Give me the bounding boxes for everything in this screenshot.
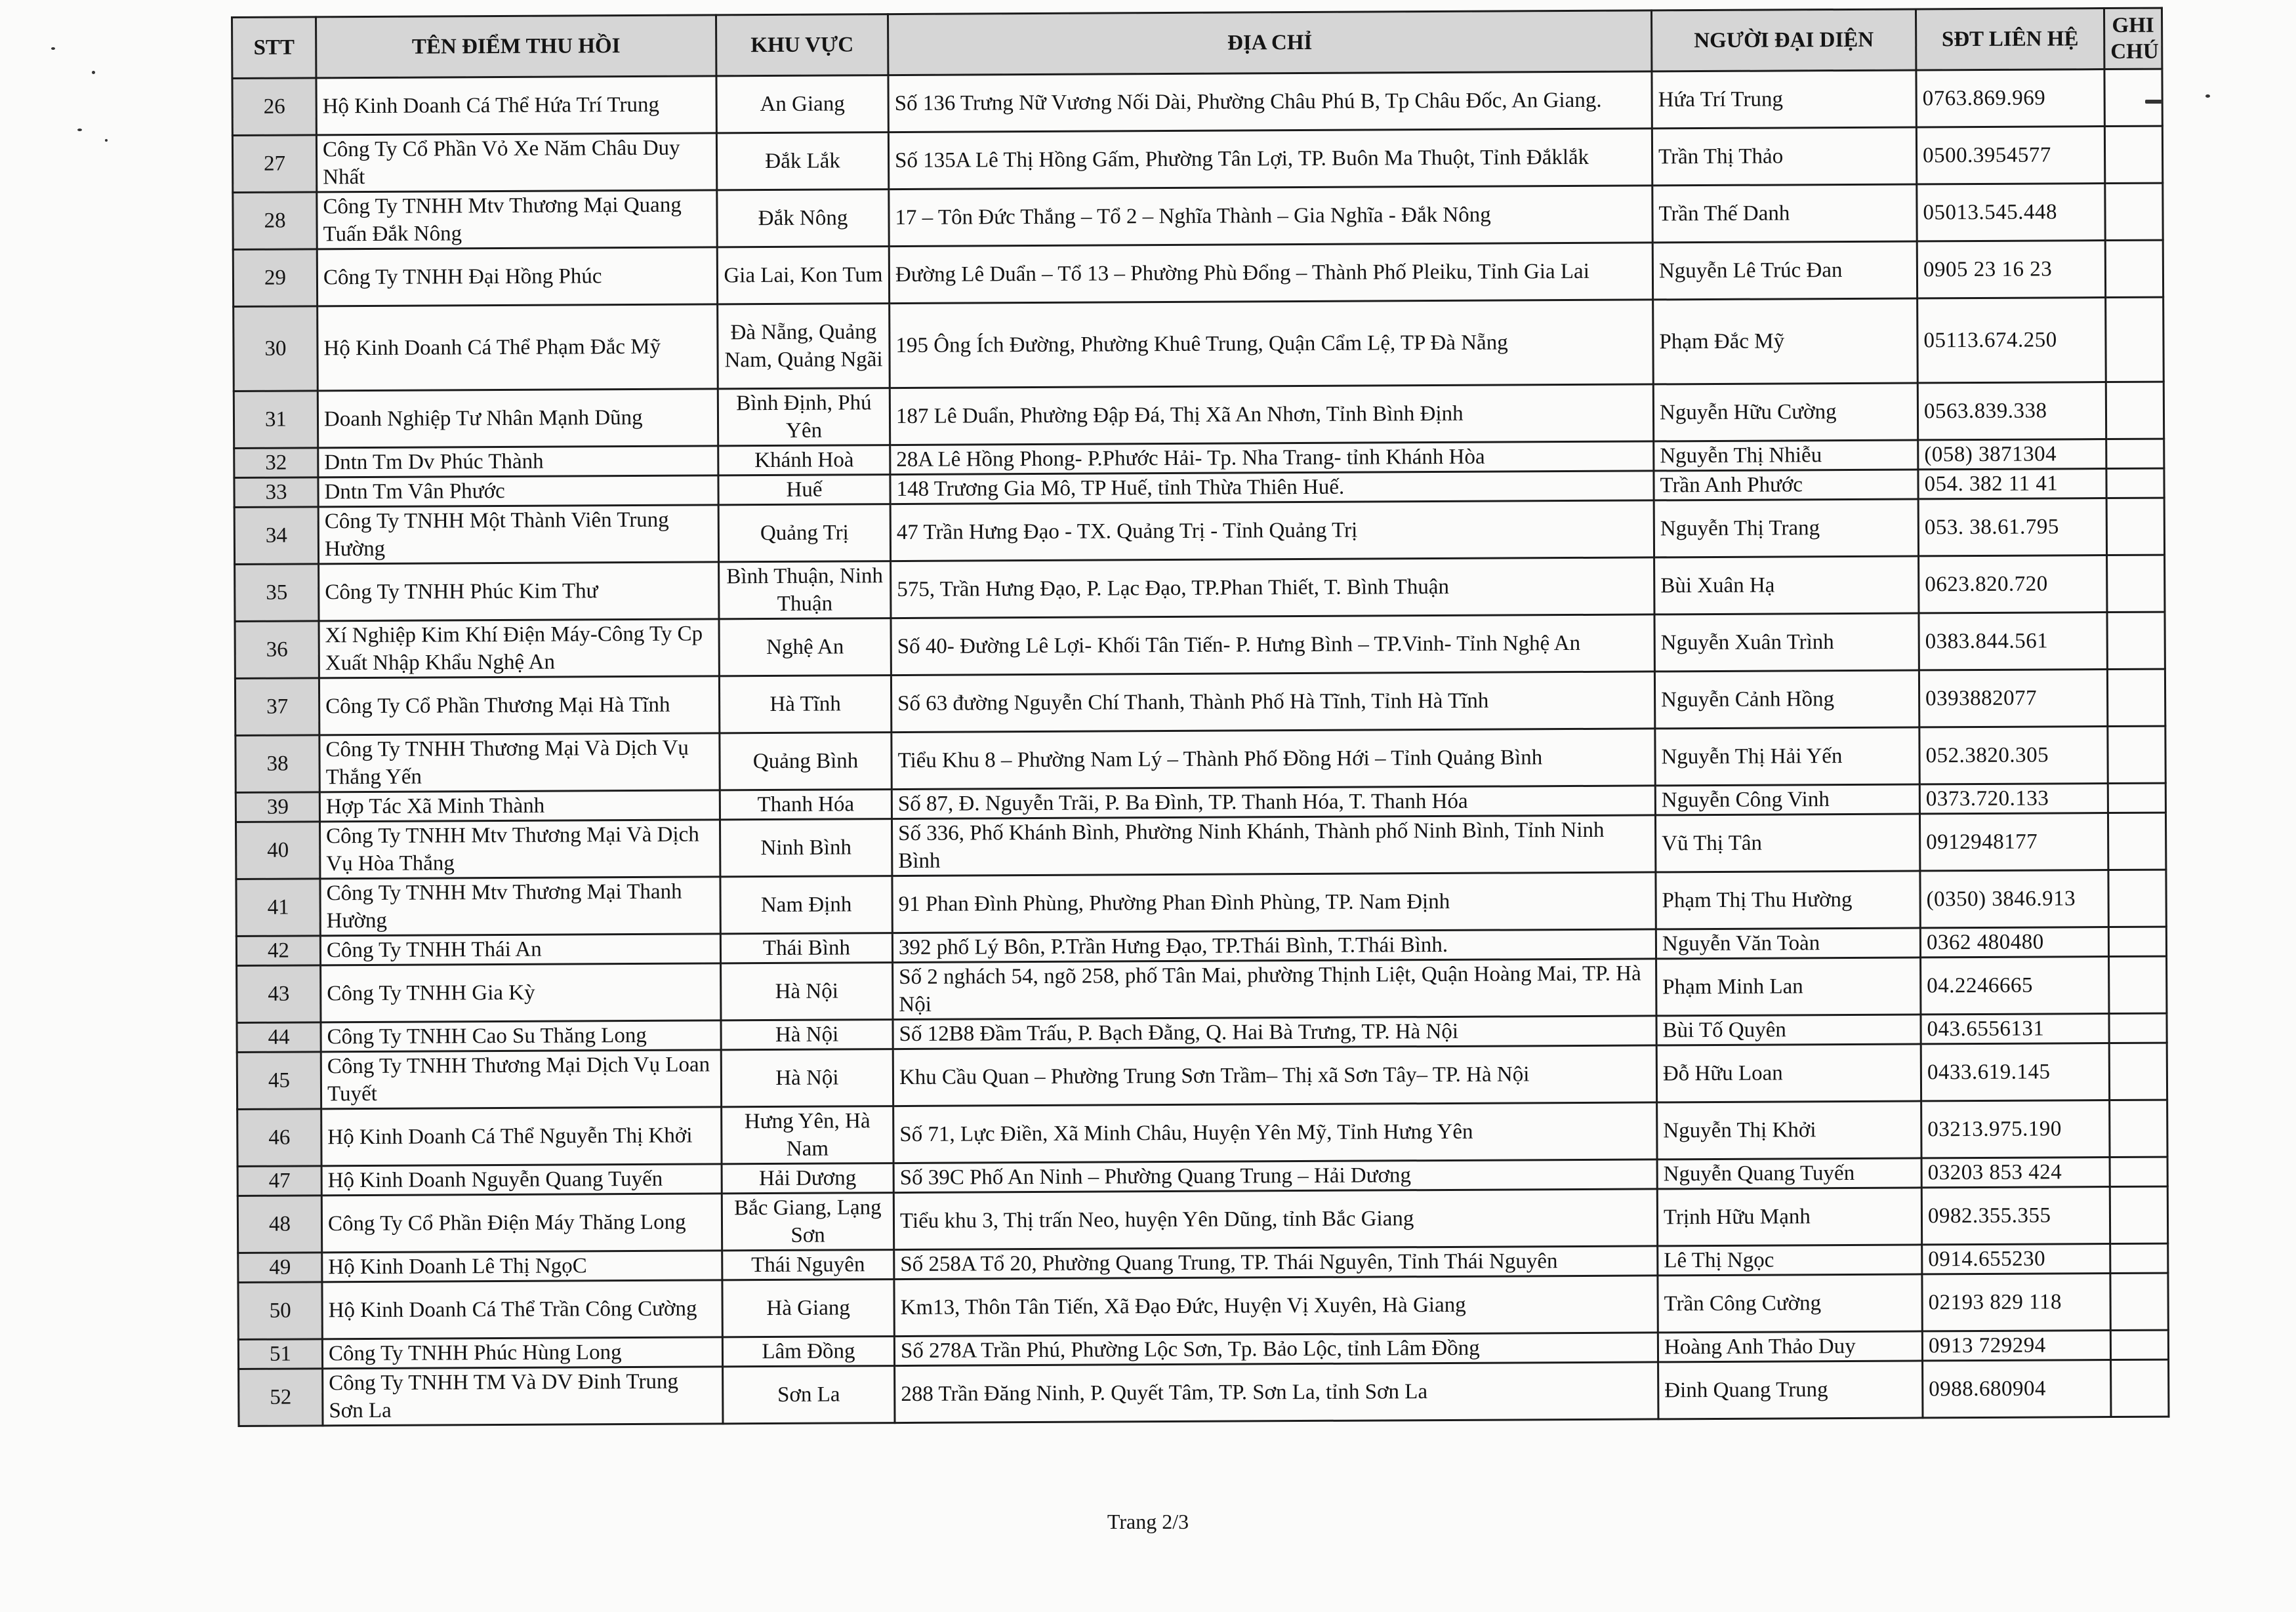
cell-name: Doanh Nghiệp Tư Nhân Mạnh Dũng bbox=[318, 389, 718, 448]
cell-representative: Nguyễn Văn Toàn bbox=[1656, 928, 1920, 959]
cell-note bbox=[2109, 1043, 2167, 1100]
table-header-row bbox=[232, 8, 2162, 78]
cell-note bbox=[2106, 297, 2164, 382]
cell-note bbox=[2110, 1100, 2167, 1157]
cell-name: Xí Nghiệp Kim Khí Điện Máy-Công Ty Cp Xuất Nhập Khẩu Nghệ An bbox=[319, 619, 719, 678]
cell-note bbox=[2108, 870, 2166, 927]
cell-address: 187 Lê Duẩn, Phường Đập Đá, Thị Xã An Nhơn, Tỉnh Bình Định bbox=[890, 384, 1653, 445]
cell-representative: Phạm Minh Lan bbox=[1656, 957, 1921, 1016]
table-row bbox=[232, 69, 2162, 135]
cell-name: Công Ty TNHH Thái An bbox=[320, 934, 720, 965]
cell-note bbox=[2110, 1157, 2167, 1186]
cell-name: Công Ty TNHH Thương Mại Và Dịch Vụ Thắng Yến bbox=[319, 733, 720, 792]
table-row bbox=[235, 669, 2165, 735]
cell-region: Thanh Hóa bbox=[720, 790, 892, 820]
header-address: ĐỊA CHỈ bbox=[888, 10, 1651, 75]
cell-representative: Nguyễn Xuân Trình bbox=[1654, 613, 1919, 672]
table-row bbox=[239, 1360, 2169, 1426]
cell-address: Số 135A Lê Thị Hồng Gấm, Phường Tân Lợi, TP. Buôn Ma Thuột, Tỉnh Đắklắk bbox=[888, 129, 1652, 190]
cell-name: Công Ty Cổ Phần Vỏ Xe Năm Châu Duy Nhất bbox=[316, 133, 716, 192]
cell-region: Gia Lai, Kon Tum bbox=[717, 247, 889, 304]
table-row bbox=[236, 870, 2166, 936]
cell-representative: Hoàng Anh Thảo Duy bbox=[1658, 1331, 1922, 1362]
header-phone: SĐT LIÊN HỆ bbox=[1916, 9, 2104, 70]
cell-address: Số 39C Phố An Ninh – Phường Quang Trung – Hải Dương bbox=[893, 1159, 1657, 1193]
cell-phone: 0763.869.969 bbox=[1916, 70, 2104, 127]
cell-note bbox=[2105, 183, 2163, 240]
cell-address: 392 phố Lý Bôn, P.Trần Hưng Đạo, TP.Thái Bình, T.Thái Bình. bbox=[892, 929, 1656, 963]
table-row bbox=[234, 382, 2163, 448]
cell-address: Số 136 Trưng Nữ Vương Nối Dài, Phường Châu Phú B, Tp Châu Đốc, An Giang. bbox=[888, 71, 1652, 132]
cell-phone: 052.3820.305 bbox=[1919, 727, 2108, 784]
cell-address: Số 278A Trần Phú, Phường Lộc Sơn, Tp. Bảo Lộc, tỉnh Lâm Đồng bbox=[894, 1333, 1658, 1366]
cell-stt: 44 bbox=[237, 1022, 321, 1053]
cell-stt: 26 bbox=[232, 78, 316, 136]
cell-region: Nam Định bbox=[720, 876, 892, 934]
cell-region: Hưng Yên, Hà Nam bbox=[722, 1106, 893, 1164]
cell-note bbox=[2110, 1330, 2168, 1360]
cell-name: Công Ty TNHH Mtv Thương Mại Và Dịch Vụ Hòa Thắng bbox=[320, 820, 720, 879]
cell-stt: 52 bbox=[239, 1369, 323, 1426]
cell-representative: Phạm Đắc Mỹ bbox=[1653, 298, 1918, 384]
cell-representative: Hứa Trí Trung bbox=[1652, 70, 1916, 129]
table-row bbox=[235, 555, 2165, 621]
cell-note bbox=[2108, 783, 2165, 813]
cell-region: Quảng Trị bbox=[718, 504, 890, 562]
cell-representative: Bùi Tố Quyên bbox=[1656, 1015, 1921, 1045]
header-representative: NGƯỜI ĐẠI DIỆN bbox=[1651, 9, 1916, 71]
cell-phone: 0393882077 bbox=[1919, 670, 2107, 727]
cell-representative: Nguyễn Quang Tuyến bbox=[1657, 1158, 1921, 1189]
cell-address: Km13, Thôn Tân Tiến, Xã Đạo Đức, Huyện Vị Xuyên, Hà Giang bbox=[894, 1276, 1658, 1337]
cell-representative: Nguyễn Thị Trang bbox=[1654, 499, 1918, 557]
cell-region: Hà Tĩnh bbox=[719, 675, 891, 733]
cell-address: 17 – Tôn Đức Thắng – Tổ 2 – Nghĩa Thành – Gia Nghĩa - Đắk Nông bbox=[889, 186, 1652, 247]
cell-representative: Trần Anh Phước bbox=[1654, 470, 1918, 500]
cell-stt: 33 bbox=[234, 477, 318, 508]
cell-note bbox=[2109, 956, 2167, 1013]
cell-phone: 0563.839.338 bbox=[1917, 382, 2106, 440]
cell-stt: 51 bbox=[238, 1339, 322, 1369]
cell-representative: Bùi Xuân Hạ bbox=[1654, 556, 1919, 615]
cell-phone: 0362 480480 bbox=[1920, 927, 2108, 957]
header-name: TÊN ĐIỂM THU HỒI bbox=[316, 15, 716, 78]
cell-name: Công Ty Cổ Phần Thương Mại Hà Tĩnh bbox=[319, 676, 719, 735]
cell-note bbox=[2111, 1360, 2169, 1417]
table-row bbox=[235, 612, 2165, 678]
cell-stt: 49 bbox=[238, 1253, 322, 1283]
table-row bbox=[237, 1100, 2167, 1166]
cell-representative: Đinh Quang Trung bbox=[1658, 1361, 1923, 1419]
cell-note bbox=[2110, 1243, 2168, 1273]
cell-name: Công Ty TNHH Phúc Kim Thư bbox=[319, 562, 719, 621]
cell-region: Ninh Bình bbox=[720, 819, 892, 877]
cell-note bbox=[2108, 927, 2166, 956]
cell-region: Bình Thuận, Ninh Thuận bbox=[719, 561, 891, 619]
page-number: Trang 2/3 bbox=[1107, 1510, 1189, 1533]
cell-phone: 054. 382 11 41 bbox=[1918, 469, 2106, 499]
cell-stt: 38 bbox=[236, 735, 319, 793]
cell-phone: 03203 853 424 bbox=[1921, 1158, 2110, 1188]
cell-phone: 0433.619.145 bbox=[1921, 1043, 2109, 1101]
cell-phone: 0913 729294 bbox=[1922, 1331, 2110, 1361]
cell-address: 148 Trương Gia Mô, TP Huế, tỉnh Thừa Thiên Huế. bbox=[890, 471, 1654, 504]
cell-phone: 053. 38.61.795 bbox=[1918, 498, 2106, 556]
scan-speck bbox=[92, 71, 95, 74]
cell-stt: 31 bbox=[234, 391, 318, 449]
cell-note bbox=[2107, 612, 2165, 669]
cell-region: Sơn La bbox=[723, 1366, 895, 1424]
cell-phone: 043.6556131 bbox=[1921, 1014, 2109, 1044]
collection-points-table bbox=[231, 7, 2169, 1427]
scan-speck bbox=[2205, 94, 2210, 98]
cell-representative: Nguyễn Hữu Cường bbox=[1653, 383, 1917, 441]
cell-stt: 42 bbox=[236, 936, 320, 966]
cell-region: Hà Nội bbox=[721, 1020, 893, 1050]
cell-representative: Nguyễn Cảnh Hồng bbox=[1654, 670, 1919, 729]
cell-phone: (058) 3871304 bbox=[1918, 439, 2106, 470]
cell-note bbox=[2106, 498, 2164, 555]
cell-stt: 43 bbox=[237, 965, 321, 1023]
cell-region: Hà Giang bbox=[722, 1280, 894, 1337]
cell-phone: 04.2246665 bbox=[1921, 957, 2109, 1015]
cell-name: Hợp Tác Xã Minh Thành bbox=[319, 790, 720, 822]
cell-stt: 48 bbox=[237, 1196, 321, 1253]
cell-note bbox=[2110, 1273, 2168, 1330]
cell-name: Hộ Kinh Doanh Lê Thị NgọC bbox=[322, 1251, 722, 1282]
table-row bbox=[234, 498, 2164, 564]
cell-note bbox=[2108, 726, 2165, 783]
cell-name: Hộ Kinh Doanh Cá Thể Trần Công Cường bbox=[322, 1280, 722, 1339]
cell-region: Hải Dương bbox=[722, 1163, 893, 1194]
cell-phone: 0988.680904 bbox=[1923, 1360, 2111, 1418]
scan-speck bbox=[2145, 100, 2162, 104]
cell-phone: 0914.655230 bbox=[1922, 1244, 2110, 1274]
cell-region: Huế bbox=[718, 475, 890, 505]
cell-region: Quảng Bình bbox=[720, 733, 892, 790]
cell-name: Hộ Kinh Doanh Nguyễn Quang Tuyến bbox=[321, 1164, 722, 1196]
cell-phone: 0905 23 16 23 bbox=[1917, 241, 2105, 298]
cell-phone: 0373.720.133 bbox=[1919, 784, 2108, 814]
cell-stt: 50 bbox=[238, 1282, 322, 1340]
cell-stt: 27 bbox=[232, 135, 316, 193]
cell-stt: 29 bbox=[233, 249, 317, 307]
cell-phone: 02193 829 118 bbox=[1922, 1274, 2110, 1331]
cell-region: Bắc Giang, Lạng Sơn bbox=[722, 1193, 893, 1251]
cell-phone: 0383.844.561 bbox=[1919, 613, 2107, 670]
cell-address: Số 71, Lực Điền, Xã Minh Châu, Huyện Yên Mỹ, Tỉnh Hưng Yên bbox=[893, 1102, 1657, 1163]
cell-name: Hộ Kinh Doanh Cá Thể Phạm Đắc Mỹ bbox=[318, 304, 718, 391]
cell-phone: 05013.545.448 bbox=[1917, 184, 2105, 241]
cell-representative: Lê Thị Ngọc bbox=[1658, 1245, 1922, 1276]
cell-note bbox=[2106, 382, 2163, 439]
cell-note bbox=[2110, 1186, 2167, 1243]
cell-address: Đường Lê Duẩn – Tổ 13 – Phường Phù Đổng – Thành Phố Pleiku, Tỉnh Gia Lai bbox=[889, 243, 1652, 304]
cell-representative: Nguyễn Thị Hải Yến bbox=[1655, 727, 1919, 786]
cell-phone: 03213.975.190 bbox=[1921, 1100, 2110, 1158]
cell-note bbox=[2109, 1013, 2167, 1043]
cell-address: Số 258A Tổ 20, Phường Quang Trung, TP. Thái Nguyên, Tỉnh Thái Nguyên bbox=[894, 1246, 1658, 1280]
table-row bbox=[236, 726, 2165, 792]
table-row bbox=[234, 297, 2164, 391]
cell-note bbox=[2105, 240, 2163, 297]
cell-name: Công Ty TNHH Đại Hồng Phúc bbox=[317, 247, 717, 306]
cell-region: Đắk Nông bbox=[717, 190, 889, 247]
cell-name: Dntn Tm Vân Phước bbox=[318, 475, 718, 507]
cell-region: Lâm Đồng bbox=[722, 1337, 894, 1367]
table-row bbox=[236, 813, 2166, 879]
cell-region: Đắk Lắk bbox=[716, 132, 888, 190]
cell-name: Công Ty TNHH Thương Mại Dịch Vụ Loan Tuyết bbox=[321, 1050, 721, 1109]
cell-representative: Đỗ Hữu Loan bbox=[1656, 1044, 1921, 1102]
cell-name: Hộ Kinh Doanh Cá Thể Hứa Trí Trung bbox=[316, 76, 716, 135]
table-row bbox=[237, 1186, 2167, 1253]
cell-region: Hà Nội bbox=[721, 963, 893, 1020]
table-row bbox=[233, 183, 2163, 249]
cell-address: Số 12B8 Đầm Trấu, P. Bạch Đằng, Q. Hai Bà Trưng, TP. Hà Nội bbox=[893, 1016, 1656, 1049]
cell-stt: 34 bbox=[234, 507, 318, 565]
cell-representative: Vũ Thị Tân bbox=[1655, 814, 1919, 872]
cell-region: Bình Định, Phú Yên bbox=[718, 388, 890, 446]
cell-note bbox=[2106, 468, 2164, 498]
cell-note bbox=[2108, 813, 2165, 870]
cell-region: Nghệ An bbox=[719, 618, 891, 676]
cell-address: Số 87, Đ. Nguyễn Trãi, P. Ba Đình, TP. Thanh Hóa, T. Thanh Hóa bbox=[892, 786, 1655, 819]
cell-representative: Nguyễn Thị Nhiễu bbox=[1654, 440, 1918, 471]
cell-region: An Giang bbox=[716, 75, 888, 133]
cell-representative: Nguyễn Công Vinh bbox=[1655, 784, 1919, 815]
header-note: GHI CHÚ bbox=[2104, 8, 2162, 69]
cell-stt: 37 bbox=[235, 678, 319, 736]
cell-stt: 47 bbox=[237, 1166, 321, 1196]
cell-stt: 36 bbox=[235, 621, 319, 679]
cell-note bbox=[2107, 555, 2165, 612]
scan-speck bbox=[51, 47, 55, 50]
cell-region: Thái Nguyên bbox=[722, 1250, 894, 1280]
cell-stt: 39 bbox=[236, 792, 319, 822]
cell-representative: Trần Công Cường bbox=[1658, 1274, 1922, 1333]
cell-name: Công Ty TNHH Mtv Thương Mại Quang Tuấn Đắk Nông bbox=[317, 190, 717, 249]
cell-region: Thái Bình bbox=[720, 933, 892, 963]
scan-speck bbox=[77, 129, 82, 131]
cell-name: Công Ty TNHH Cao Su Thăng Long bbox=[321, 1020, 721, 1052]
header-region: KHU VỰC bbox=[716, 14, 888, 76]
cell-note bbox=[2107, 669, 2165, 726]
cell-note bbox=[2106, 439, 2164, 468]
cell-phone: 0623.820.720 bbox=[1919, 555, 2107, 613]
cell-representative: Phạm Thị Thu Hường bbox=[1656, 871, 1920, 929]
cell-stt: 46 bbox=[237, 1109, 321, 1167]
cell-address: 288 Trần Đăng Ninh, P. Quyết Tâm, TP. Sơn La, tỉnh Sơn La bbox=[895, 1362, 1658, 1423]
cell-address: Số 63 đường Nguyễn Chí Thanh, Thành Phố Hà Tĩnh, Tỉnh Hà Tĩnh bbox=[891, 672, 1654, 733]
cell-name: Hộ Kinh Doanh Cá Thể Nguyễn Thị Khởi bbox=[321, 1107, 722, 1166]
cell-region: Đà Nẵng, Quảng Nam, Quảng Ngãi bbox=[718, 304, 890, 389]
cell-address: 575, Trần Hưng Đạo, P. Lạc Đạo, TP.Phan Thiết, T. Bình Thuận bbox=[891, 557, 1654, 618]
cell-address: Khu Cầu Quan – Phường Trung Sơn Trầm– Thị xã Sơn Tây– TP. Hà Nội bbox=[893, 1045, 1656, 1106]
cell-address: 91 Phan Đình Phùng, Phường Phan Đình Phùng, TP. Nam Định bbox=[892, 872, 1656, 933]
cell-name: Công Ty Cổ Phần Điện Máy Thăng Long bbox=[321, 1194, 722, 1253]
cell-representative: Trịnh Hữu Mạnh bbox=[1657, 1188, 1921, 1246]
header-stt: STT bbox=[232, 17, 316, 79]
cell-address: Tiểu Khu 8 – Phường Nam Lý – Thành Phố Đồng Hới – Tỉnh Quảng Bình bbox=[892, 729, 1655, 790]
cell-address: Số 336, Phố Khánh Bình, Phường Ninh Khánh, Thành phố Ninh Bình, Tỉnh Ninh Bình bbox=[892, 815, 1655, 876]
table-row bbox=[232, 126, 2162, 192]
table-row bbox=[237, 1043, 2167, 1109]
cell-representative: Nguyễn Thị Khởi bbox=[1657, 1101, 1921, 1159]
cell-name: Dntn Tm Dv Phúc Thành bbox=[318, 446, 718, 477]
cell-representative: Nguyễn Lê Trúc Đan bbox=[1652, 241, 1917, 300]
cell-address: 47 Trần Hưng Đạo - TX. Quảng Trị - Tỉnh Quảng Trị bbox=[890, 500, 1654, 561]
cell-address: 28A Lê Hồng Phong- P.Phước Hải- Tp. Nha Trang- tỉnh Khánh Hòa bbox=[890, 441, 1654, 475]
cell-name: Công Ty TNHH Một Thành Viên Trung Hường bbox=[318, 505, 718, 564]
cell-name: Công Ty TNHH Gia Kỳ bbox=[321, 963, 721, 1022]
cell-stt: 32 bbox=[234, 448, 318, 478]
cell-region: Hà Nội bbox=[721, 1049, 893, 1107]
cell-phone: 0982.355.355 bbox=[1921, 1187, 2110, 1245]
cell-name: Công Ty TNHH Phúc Hùng Long bbox=[322, 1337, 722, 1369]
cell-name: Công Ty TNHH TM Và DV Đinh Trung Sơn La bbox=[323, 1367, 723, 1426]
cell-note bbox=[2104, 126, 2162, 183]
cell-stt: 28 bbox=[233, 192, 317, 250]
table-row bbox=[233, 240, 2163, 306]
cell-phone: (0350) 3846.913 bbox=[1920, 870, 2108, 928]
cell-phone: 05113.674.250 bbox=[1917, 298, 2106, 383]
cell-representative: Trần Thị Thảo bbox=[1652, 127, 1916, 186]
cell-address: 195 Ông Ích Đường, Phường Khuê Trung, Quận Cẩm Lệ, TP Đà Nẵng bbox=[890, 300, 1654, 388]
cell-stt: 41 bbox=[236, 879, 320, 937]
cell-address: Số 40- Đường Lê Lợi- Khối Tân Tiến- P. Hưng Bình – TP.Vinh- Tỉnh Nghệ An bbox=[891, 615, 1654, 675]
cell-phone: 0912948177 bbox=[1919, 813, 2108, 871]
scan-speck bbox=[105, 139, 108, 142]
cell-address: Số 2 nghách 54, ngõ 258, phố Tân Mai, phường Thịnh Liệt, Quận Hoàng Mai, TP. Hà Nội bbox=[893, 959, 1656, 1020]
cell-stt: 45 bbox=[237, 1052, 321, 1110]
cell-name: Công Ty TNHH Mtv Thương Mại Thanh Hường bbox=[320, 877, 720, 936]
cell-address: Tiểu khu 3, Thị trấn Neo, huyện Yên Dũng, tỉnh Bắc Giang bbox=[893, 1189, 1657, 1250]
cell-stt: 40 bbox=[236, 822, 320, 879]
cell-representative: Trần Thế Danh bbox=[1652, 184, 1917, 243]
table-row bbox=[238, 1273, 2168, 1339]
cell-phone: 0500.3954577 bbox=[1916, 127, 2104, 184]
table-row bbox=[237, 956, 2167, 1022]
cell-note bbox=[2104, 69, 2162, 126]
cell-stt: 30 bbox=[234, 306, 318, 392]
cell-region: Khánh Hoà bbox=[718, 445, 890, 475]
cell-stt: 35 bbox=[235, 564, 319, 622]
